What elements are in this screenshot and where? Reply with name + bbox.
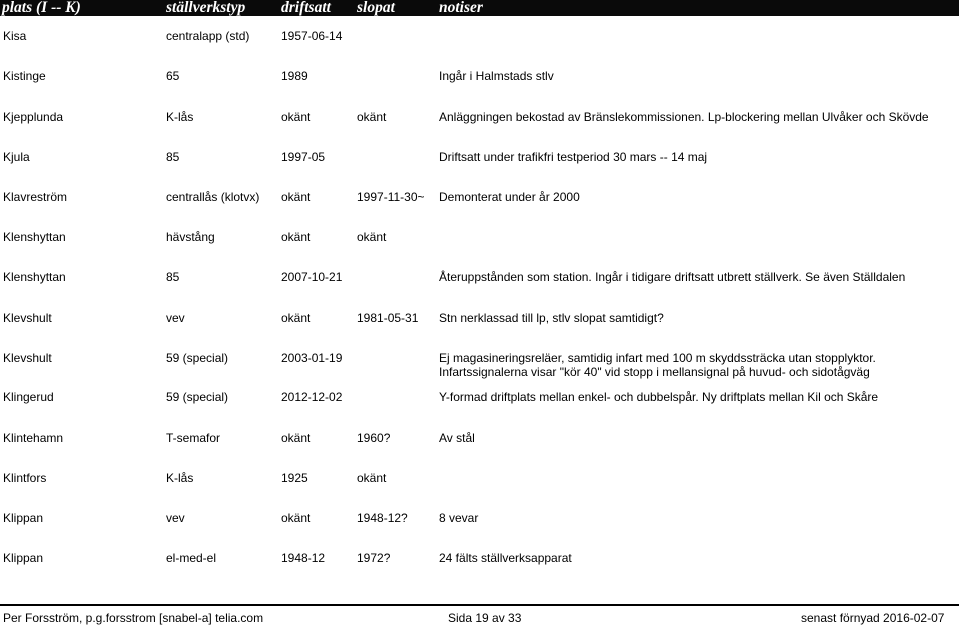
table-row bbox=[0, 431, 959, 461]
column-header-plats: plats (I -- K) bbox=[2, 0, 81, 16]
cell-driftsatt: 1925 bbox=[281, 471, 308, 485]
cell-driftsatt: 1989 bbox=[281, 69, 308, 83]
cell-typ: hävstång bbox=[166, 230, 215, 244]
cell-typ: K-lås bbox=[166, 110, 194, 124]
cell-notiser: 8 vevar bbox=[439, 511, 479, 525]
column-header-stallverkstyp: ställverkstyp bbox=[166, 0, 246, 16]
table-row bbox=[0, 351, 959, 385]
cell-driftsatt: 1957-06-14 bbox=[281, 29, 343, 43]
cell-driftsatt: okänt bbox=[281, 230, 311, 244]
cell-typ: centrallås (klotvx) bbox=[166, 190, 260, 204]
table-row bbox=[0, 311, 959, 341]
cell-notiser: Demonterat under år 2000 bbox=[439, 190, 580, 204]
cell-plats: Klevshult bbox=[3, 351, 52, 365]
cell-plats: Klippan bbox=[3, 511, 44, 525]
cell-typ: vev bbox=[166, 311, 185, 325]
table-row bbox=[0, 190, 959, 220]
cell-driftsatt: 2007-10-21 bbox=[281, 270, 343, 284]
footer-page-number: Sida 19 av 33 bbox=[448, 611, 522, 625]
cell-driftsatt: okänt bbox=[281, 431, 311, 445]
cell-typ: 85 bbox=[166, 150, 180, 164]
cell-plats: Klavreström bbox=[3, 190, 68, 204]
cell-typ: T-semafor bbox=[166, 431, 221, 445]
cell-notiser: Återuppstånden som station. Ingår i tidigare driftsatt utbrett ställverk. Se även Ställdalen bbox=[439, 270, 906, 284]
cell-driftsatt: okänt bbox=[281, 511, 311, 525]
table-row bbox=[0, 511, 959, 541]
cell-plats: Klintfors bbox=[3, 471, 47, 485]
cell-plats: Klingerud bbox=[3, 390, 54, 404]
cell-driftsatt: okänt bbox=[281, 110, 311, 124]
cell-notiser: 24 fälts ställverksapparat bbox=[439, 551, 572, 565]
table-row bbox=[0, 230, 959, 260]
table-row bbox=[0, 29, 959, 59]
cell-notiser: Anläggningen bekostad av Bränslekommissionen. Lp-blockering mellan Ulvåker och Skövde bbox=[439, 110, 929, 124]
table-row bbox=[0, 69, 959, 99]
table-row bbox=[0, 390, 959, 420]
cell-notiser: Driftsatt under trafikfri testperiod 30 mars -- 14 maj bbox=[439, 150, 708, 164]
cell-typ: 65 bbox=[166, 69, 180, 83]
cell-slopat: 1960? bbox=[357, 431, 391, 445]
cell-plats: Kjepplunda bbox=[3, 110, 64, 124]
cell-slopat: 1948-12? bbox=[357, 511, 408, 525]
cell-slopat: 1972? bbox=[357, 551, 391, 565]
table-row bbox=[0, 471, 959, 501]
cell-slopat: okänt bbox=[357, 110, 387, 124]
cell-slopat: okänt bbox=[357, 471, 387, 485]
footer-updated-date: senast förnyad 2016-02-07 bbox=[801, 611, 945, 625]
table-row bbox=[0, 150, 959, 180]
cell-driftsatt: okänt bbox=[281, 311, 311, 325]
cell-typ: 85 bbox=[166, 270, 180, 284]
cell-notiser: Av stål bbox=[439, 431, 475, 445]
cell-typ: 59 (special) bbox=[166, 390, 229, 404]
cell-plats: Kjula bbox=[3, 150, 30, 164]
cell-driftsatt: 2012-12-02 bbox=[281, 390, 343, 404]
cell-notiser: Ingår i Halmstads stlv bbox=[439, 69, 554, 83]
column-header-driftsatt: driftsatt bbox=[281, 0, 331, 16]
cell-notiser: Y-formad driftplats mellan enkel- och dubbelspår. Ny driftplats mellan Kil och Skåre bbox=[439, 390, 879, 404]
table-row bbox=[0, 551, 959, 581]
cell-slopat: 1981-05-31 bbox=[357, 311, 419, 325]
cell-typ: el-med-el bbox=[166, 551, 217, 565]
cell-driftsatt: 1948-12 bbox=[281, 551, 326, 565]
cell-plats: Klippan bbox=[3, 551, 44, 565]
cell-plats: Klevshult bbox=[3, 311, 52, 325]
cell-slopat: okänt bbox=[357, 230, 387, 244]
footer-divider bbox=[0, 604, 959, 606]
table-header bbox=[0, 0, 959, 16]
cell-notiser: Ej magasineringsreläer, samtidig infart med 100 m skyddssträcka utan stopplyktor. Infartssignalerna visar "kör 40" vid stopp i mellansignal på huvud- och sidotågväg bbox=[439, 351, 876, 379]
table-row bbox=[0, 270, 959, 300]
cell-plats: Klenshyttan bbox=[3, 230, 66, 244]
cell-plats: Klenshyttan bbox=[3, 270, 66, 284]
cell-plats: Kistinge bbox=[3, 69, 46, 83]
column-header-slopat: slopat bbox=[357, 0, 395, 16]
column-header-notiser: notiser bbox=[439, 0, 483, 16]
cell-notiser: Stn nerklassad till lp, stlv slopat samtidigt? bbox=[439, 311, 664, 325]
table-row bbox=[0, 110, 959, 140]
footer-author: Per Forsström, p.g.forsstrom [snabel-a] telia.com bbox=[3, 611, 264, 625]
cell-slopat: 1997-11-30~ bbox=[357, 190, 425, 204]
cell-plats: Kisa bbox=[3, 29, 27, 43]
cell-driftsatt: okänt bbox=[281, 190, 311, 204]
cell-driftsatt: 2003-01-19 bbox=[281, 351, 343, 365]
cell-typ: 59 (special) bbox=[166, 351, 229, 365]
cell-plats: Klintehamn bbox=[3, 431, 64, 445]
cell-typ: centralapp (std) bbox=[166, 29, 250, 43]
cell-typ: vev bbox=[166, 511, 185, 525]
cell-driftsatt: 1997-05 bbox=[281, 150, 326, 164]
cell-typ: K-lås bbox=[166, 471, 194, 485]
